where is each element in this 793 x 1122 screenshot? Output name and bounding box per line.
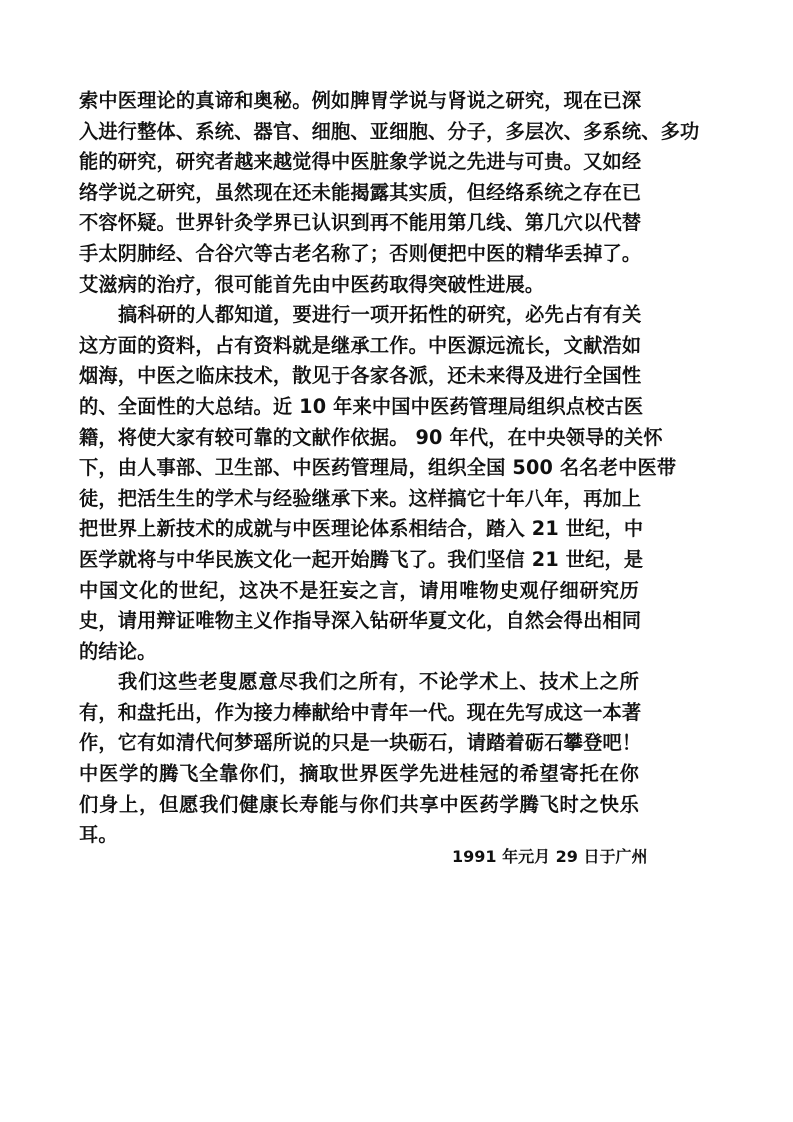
paragraph-2-line: 下，由人事部、卫生部、中医药管理局，组织全国 500 名名老中医带 bbox=[79, 456, 677, 480]
paragraph-1-line: 索中医理论的真谛和奥秘。例如脾胃学说与肾说之研究，现在已深 bbox=[79, 89, 642, 112]
paragraph-2-line: 中国文化的世纪，这决不是狂妄之言，请用唯物史观仔细研究历 bbox=[79, 578, 639, 602]
paragraph-3-line: 耳。 bbox=[79, 823, 118, 847]
paragraph-1-line: 手太阴肺经、合谷穴等古老名称了；否则便把中医的精华丢掉了。 bbox=[79, 241, 642, 265]
paragraph-3-line: 有，和盘托出，作为接力棒献给中青年一代。现在先写成这一本著 bbox=[79, 700, 642, 724]
paragraph-1-line: 入进行整体、系统、器官、细胞、亚细胞、分子，多层次、多系统、多功 bbox=[79, 119, 700, 143]
paragraph-1-line: 艾滋病的治疗，很可能首先由中医药取得突破性进展。 bbox=[79, 272, 545, 296]
date-signature: 1991 年元月 29 日于广州 bbox=[452, 847, 648, 866]
paragraph-2-line: 的、全面性的大总结。近 10 年来中国中医药管理局组织点校古医 bbox=[79, 394, 644, 418]
paragraph-2-line: 籍，将使大家有较可靠的文献作依据。 90 年代，在中央领导的关怀 bbox=[79, 425, 663, 449]
paragraph-2-line: 烟海，中医之临床技术，散见于各家各派，还未来得及进行全国性 bbox=[79, 364, 642, 388]
paragraph-3-line: 中医学的腾飞全靠你们，摘取世界医学先进桂冠的希望寄托在你 bbox=[79, 762, 639, 786]
paragraph-2-line: 医学就将与中华民族文化一起开始腾飞了。我们坚信 21 世纪，是 bbox=[79, 547, 644, 571]
paragraph-2-line: 这方面的资料，占有资料就是继承工作。中医源远流长，文献浩如 bbox=[79, 333, 642, 357]
paragraph-2-line: 把世界上新技术的成就与中医理论体系相结合，踏入 21 世纪，中 bbox=[79, 517, 644, 541]
paragraph-1-line: 能的研究，研究者越来越觉得中医脏象学说之先进与可贵。又如经 bbox=[79, 150, 642, 174]
paragraph-2-line: 搞科研的人都知道，要进行一项开拓性的研究，必先占有有关 bbox=[118, 303, 642, 327]
body-text bbox=[79, 86, 700, 851]
paragraph-1-line: 不容怀疑。世界针灸学界已认识到再不能用第几线、第几穴以代替 bbox=[79, 211, 642, 235]
paragraph-3-line: 们身上，但愿我们健康长寿能与你们共享中医药学腾飞时之快乐 bbox=[79, 792, 639, 816]
paragraph-2-line: 史，请用辩证唯物主义作指导深入钻研华夏文化，自然会得出相同 bbox=[79, 609, 642, 633]
paragraph-1-line: 络学说之研究，虽然现在还未能揭露其实质，但经络系统之存在已 bbox=[79, 180, 642, 204]
paragraph-2-line: 的结论。 bbox=[79, 639, 157, 663]
paragraph-3-line: 我们这些老叟愿意尽我们之所有，不论学术上、技术上之所 bbox=[118, 670, 639, 694]
paragraph-2-line: 徒，把活生生的学术与经验继承下来。这样搞它十年八年，再加上 bbox=[79, 486, 642, 510]
paragraph-3-line: 作，它有如清代何梦瑶所说的只是一块砺石，请踏着砺石攀登吧！ bbox=[79, 731, 642, 755]
